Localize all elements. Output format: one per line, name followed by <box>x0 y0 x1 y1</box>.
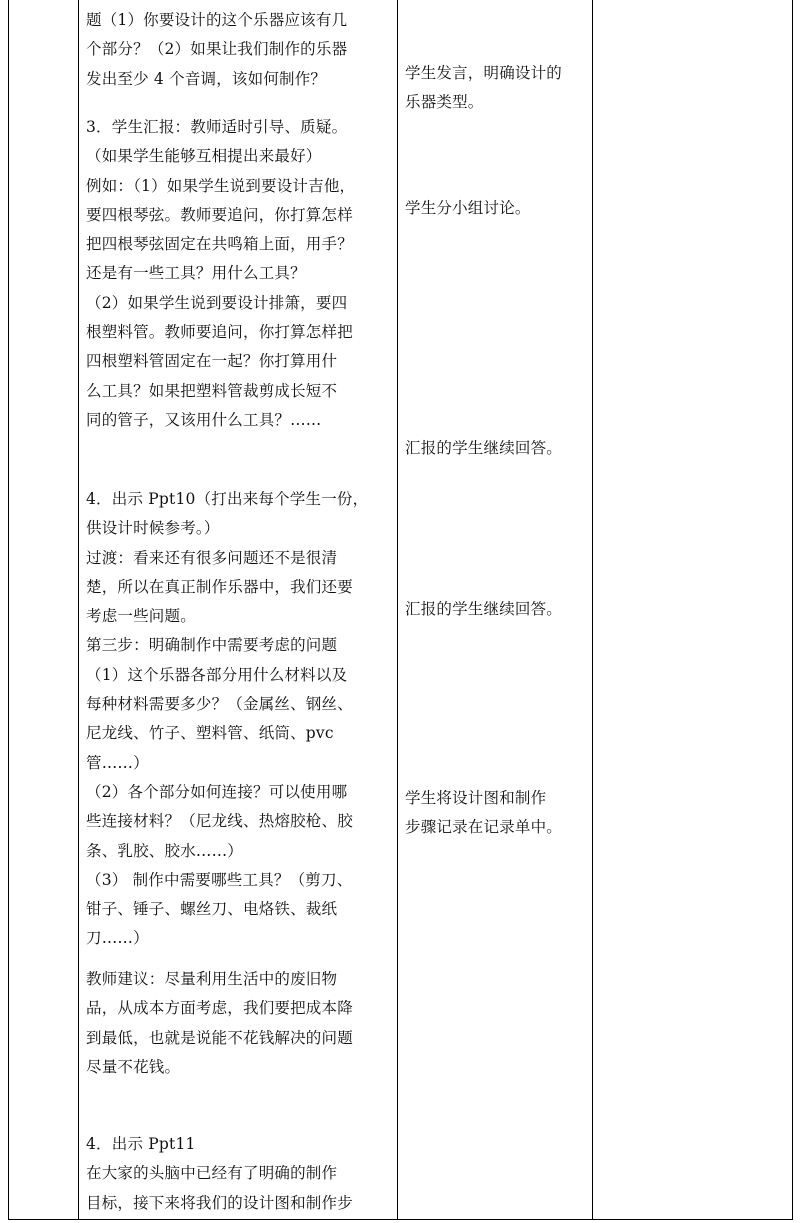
table-border-bottom <box>8 1219 793 1220</box>
student-activity-item-3: 汇报的学生继续回答。 <box>405 439 563 457</box>
teacher-activity-paragraph-3: 4．出示 Ppt10（打出来每个学生一份， 供设计时候参考。） 过渡：看来还有很多问题还不是很清 楚，所以在真正制作乐器中，我们还要 考虑一些问题。 第三步：明确制作中需要考虑的问题 （1）这个乐器各部分用什么材料以及 每种材料需要多少？（金属丝、钢丝、 尼龙线、竹子、塑料管、纸筒、pvc 管……） （2）各个部分如何连接？可以使用哪 些连接材料？（尼龙线、热熔胶枪、胶 条、乳胶、胶水……） （3） 制作中需要哪些工具？（剪刀、 钳子、锤子、螺丝刀、电烙铁、裁纸 刀……） <box>86 490 369 948</box>
student-activity-item-2: 学生分小组讨论。 <box>405 199 531 217</box>
student-activity-item-5: 学生将设计图和制作 步骤记录在记录单中。 <box>405 789 563 837</box>
table-column-divider-1 <box>78 0 79 1220</box>
student-activity-item-4: 汇报的学生继续回答。 <box>405 600 563 618</box>
table-column-divider-2 <box>397 0 398 1220</box>
teacher-activity-paragraph-4: 教师建议：尽量利用生活中的废旧物 品，从成本方面考虑，我们要把成本降 到最低，也就是说能不花钱解决的问题 尽量不花钱。 <box>86 970 353 1076</box>
table-border-left <box>8 0 9 1220</box>
table-border-right <box>792 0 793 1220</box>
teacher-activity-paragraph-5: 4．出示 Ppt11 在大家的头脑中已经有了明确的制作 目标，接下来将我们的设计图和制作步 <box>86 1135 353 1212</box>
student-activity-item-1: 学生发言，明确设计的 乐器类型。 <box>405 64 563 112</box>
teacher-activity-paragraph-2: 3．学生汇报：教师适时引导、质疑。 （如果学生能够互相提出来最好） 例如：（1）如果学生说到要设计吉他， 要四根琴弦。教师要追问，你打算怎样 把四根琴弦固定在共鸣箱上面，用手？ 还是有一些工具？用什么工具？ （2）如果学生说到要设计排箫，要四 根塑料管。教师要追问，你打算怎样把 四根塑料管固定在一起？你打算用什 么工具？如果把塑料管裁剪成长短不 同的管子，又该用什么工具？…… <box>86 118 356 429</box>
teacher-activity-paragraph-1: 题（1）你要设计的这个乐器应该有几 个部分？（2）如果让我们制作的乐器 发出至少 4 个音调，该如何制作？ <box>86 11 348 88</box>
table-column-divider-3 <box>592 0 593 1220</box>
